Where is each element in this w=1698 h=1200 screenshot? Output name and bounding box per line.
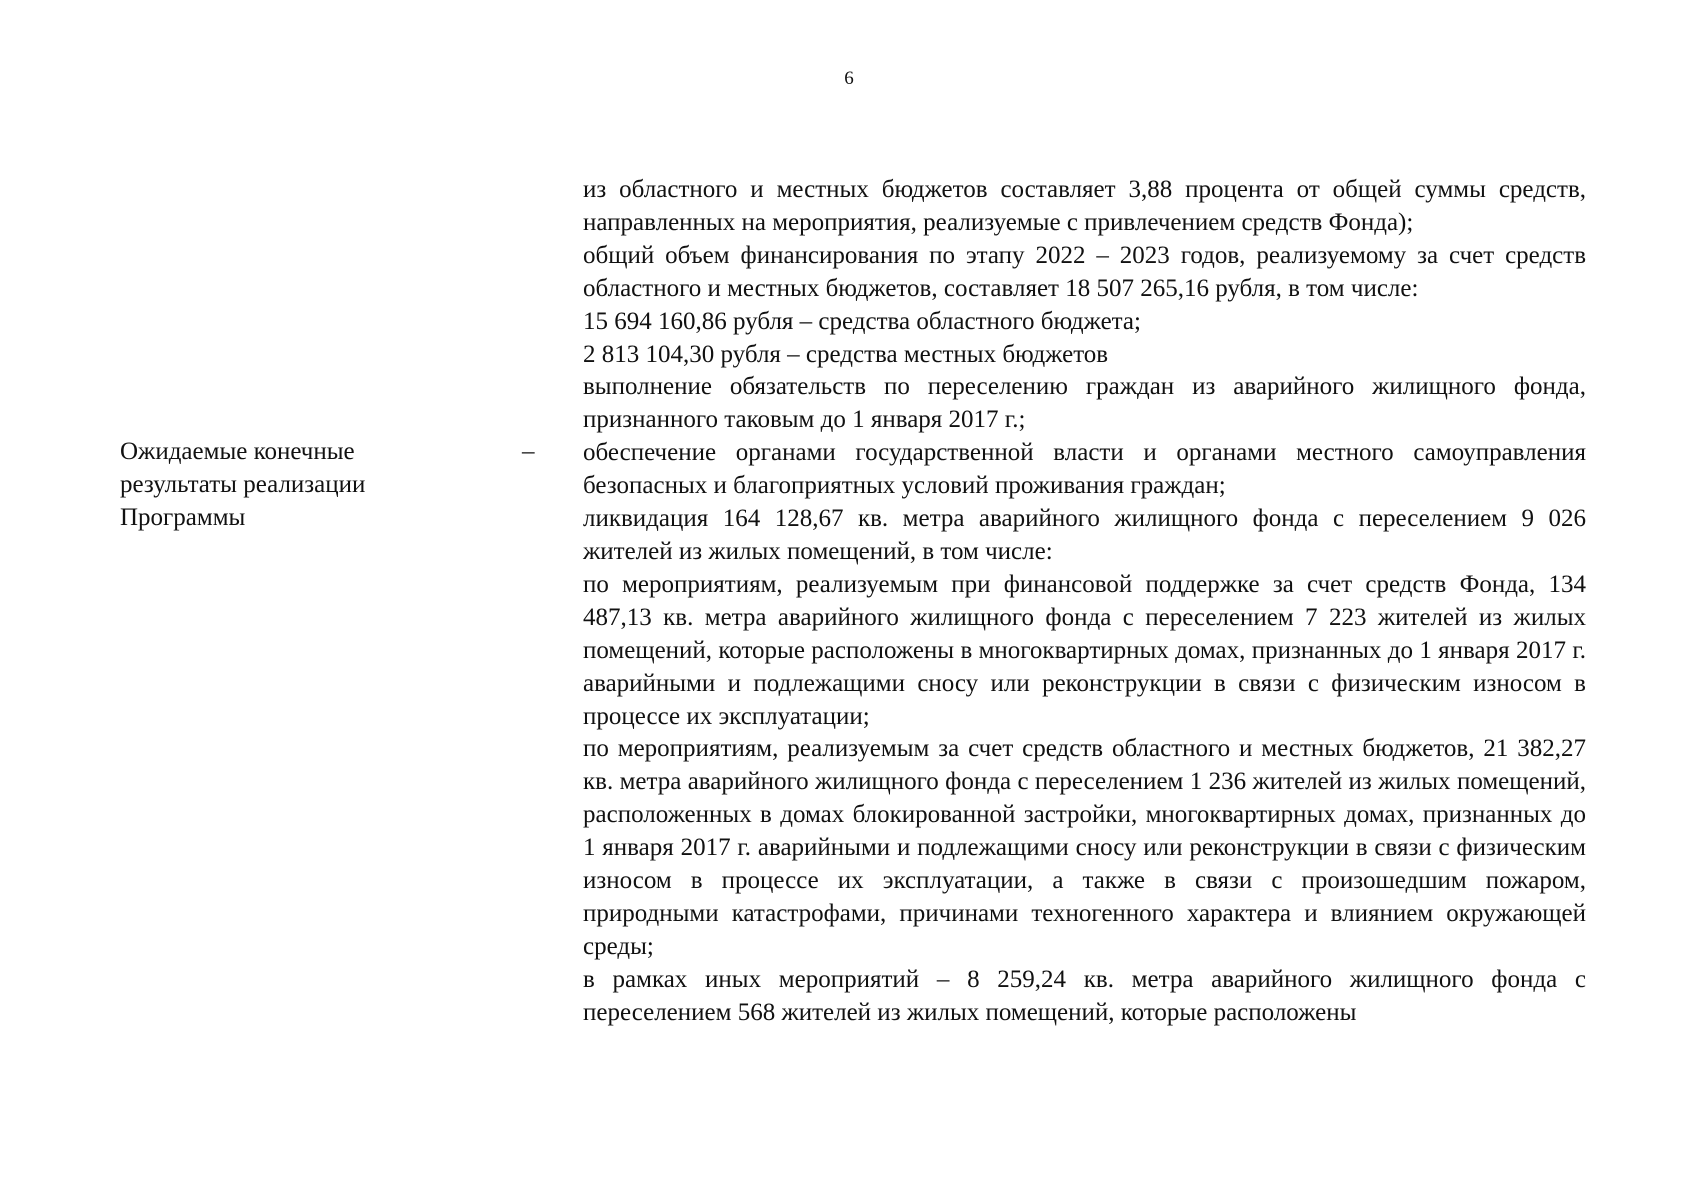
paragraph: в рамках иных мероприятий – 8 259,24 кв. метра аварийного жилищного фонда с переселением 568 жителей из жилых помещений, которые расположены (583, 965, 1586, 1026)
paragraph: общий объем финансирования по этапу 2022 – 2023 годов, реализуемому за счет средств областного и местных бюджетов, составляет 18 507 265,16 рубля, в том числе: (583, 241, 1586, 302)
paragraph: выполнение обязательств по переселению граждан из аварийного жилищного фонда, признанного таковым до 1 января 2017 г.; (583, 373, 1586, 434)
term-line: результаты реализации (120, 470, 366, 498)
paragraph: из областного и местных бюджетов составляет 3,88 процента от общей суммы средств, направленных на мероприятия, реализуемые с привлечением средств Фонда); (583, 176, 1586, 236)
paragraph: по мероприятиям, реализуемым за счет средств областного и местных бюджетов, 21 382,27 кв. метра аварийного жилищного фонда с переселением 1 236 жителей из жилых помещений, расположенных в домах блокированной застройки, многоквартирных домах, признанных до 1 января 2017 г. аварийными и подлежащими сносу или реконструкции в связи с физическим износом в процессе их эксплуатации, а также в связи с произошедшим пожаром, природными катастрофами, причинами техногенного характера и влиянием окружающей среды; (583, 735, 1586, 960)
paragraph: ликвидация 164 128,67 кв. метра аварийного жилищного фонда с переселением 9 026 жителей из жилых помещений, в том числе: (583, 505, 1586, 565)
section-term (120, 436, 440, 535)
paragraph: обеспечение органами государственной власти и органами местного самоуправления безопасных и благоприятных условий проживания граждан; (583, 439, 1586, 500)
page-number: 6 (844, 68, 854, 89)
term-line: Ожидаемые конечные (120, 438, 355, 465)
term-separator-dash: – (522, 438, 535, 465)
term-line: Программы (120, 503, 246, 531)
document-body (583, 174, 1586, 1030)
paragraph: 2 813 104,30 рубля – средства местных бюджетов (583, 340, 1109, 368)
paragraph: 15 694 160,86 рубля – средства областного бюджета; (583, 307, 1141, 335)
paragraph: по мероприятиям, реализуемым при финансовой поддержке за счет средств Фонда, 134 487,13 кв. метра аварийного жилищного фонда с переселением 7 223 жителей из жилых помещений, которые расположены в многоквартирных домах, признанных до 1 января 2017 г. аварийными и подлежащими сносу или реконструкции в связи с физическим износом в процессе их эксплуатации; (583, 570, 1586, 730)
